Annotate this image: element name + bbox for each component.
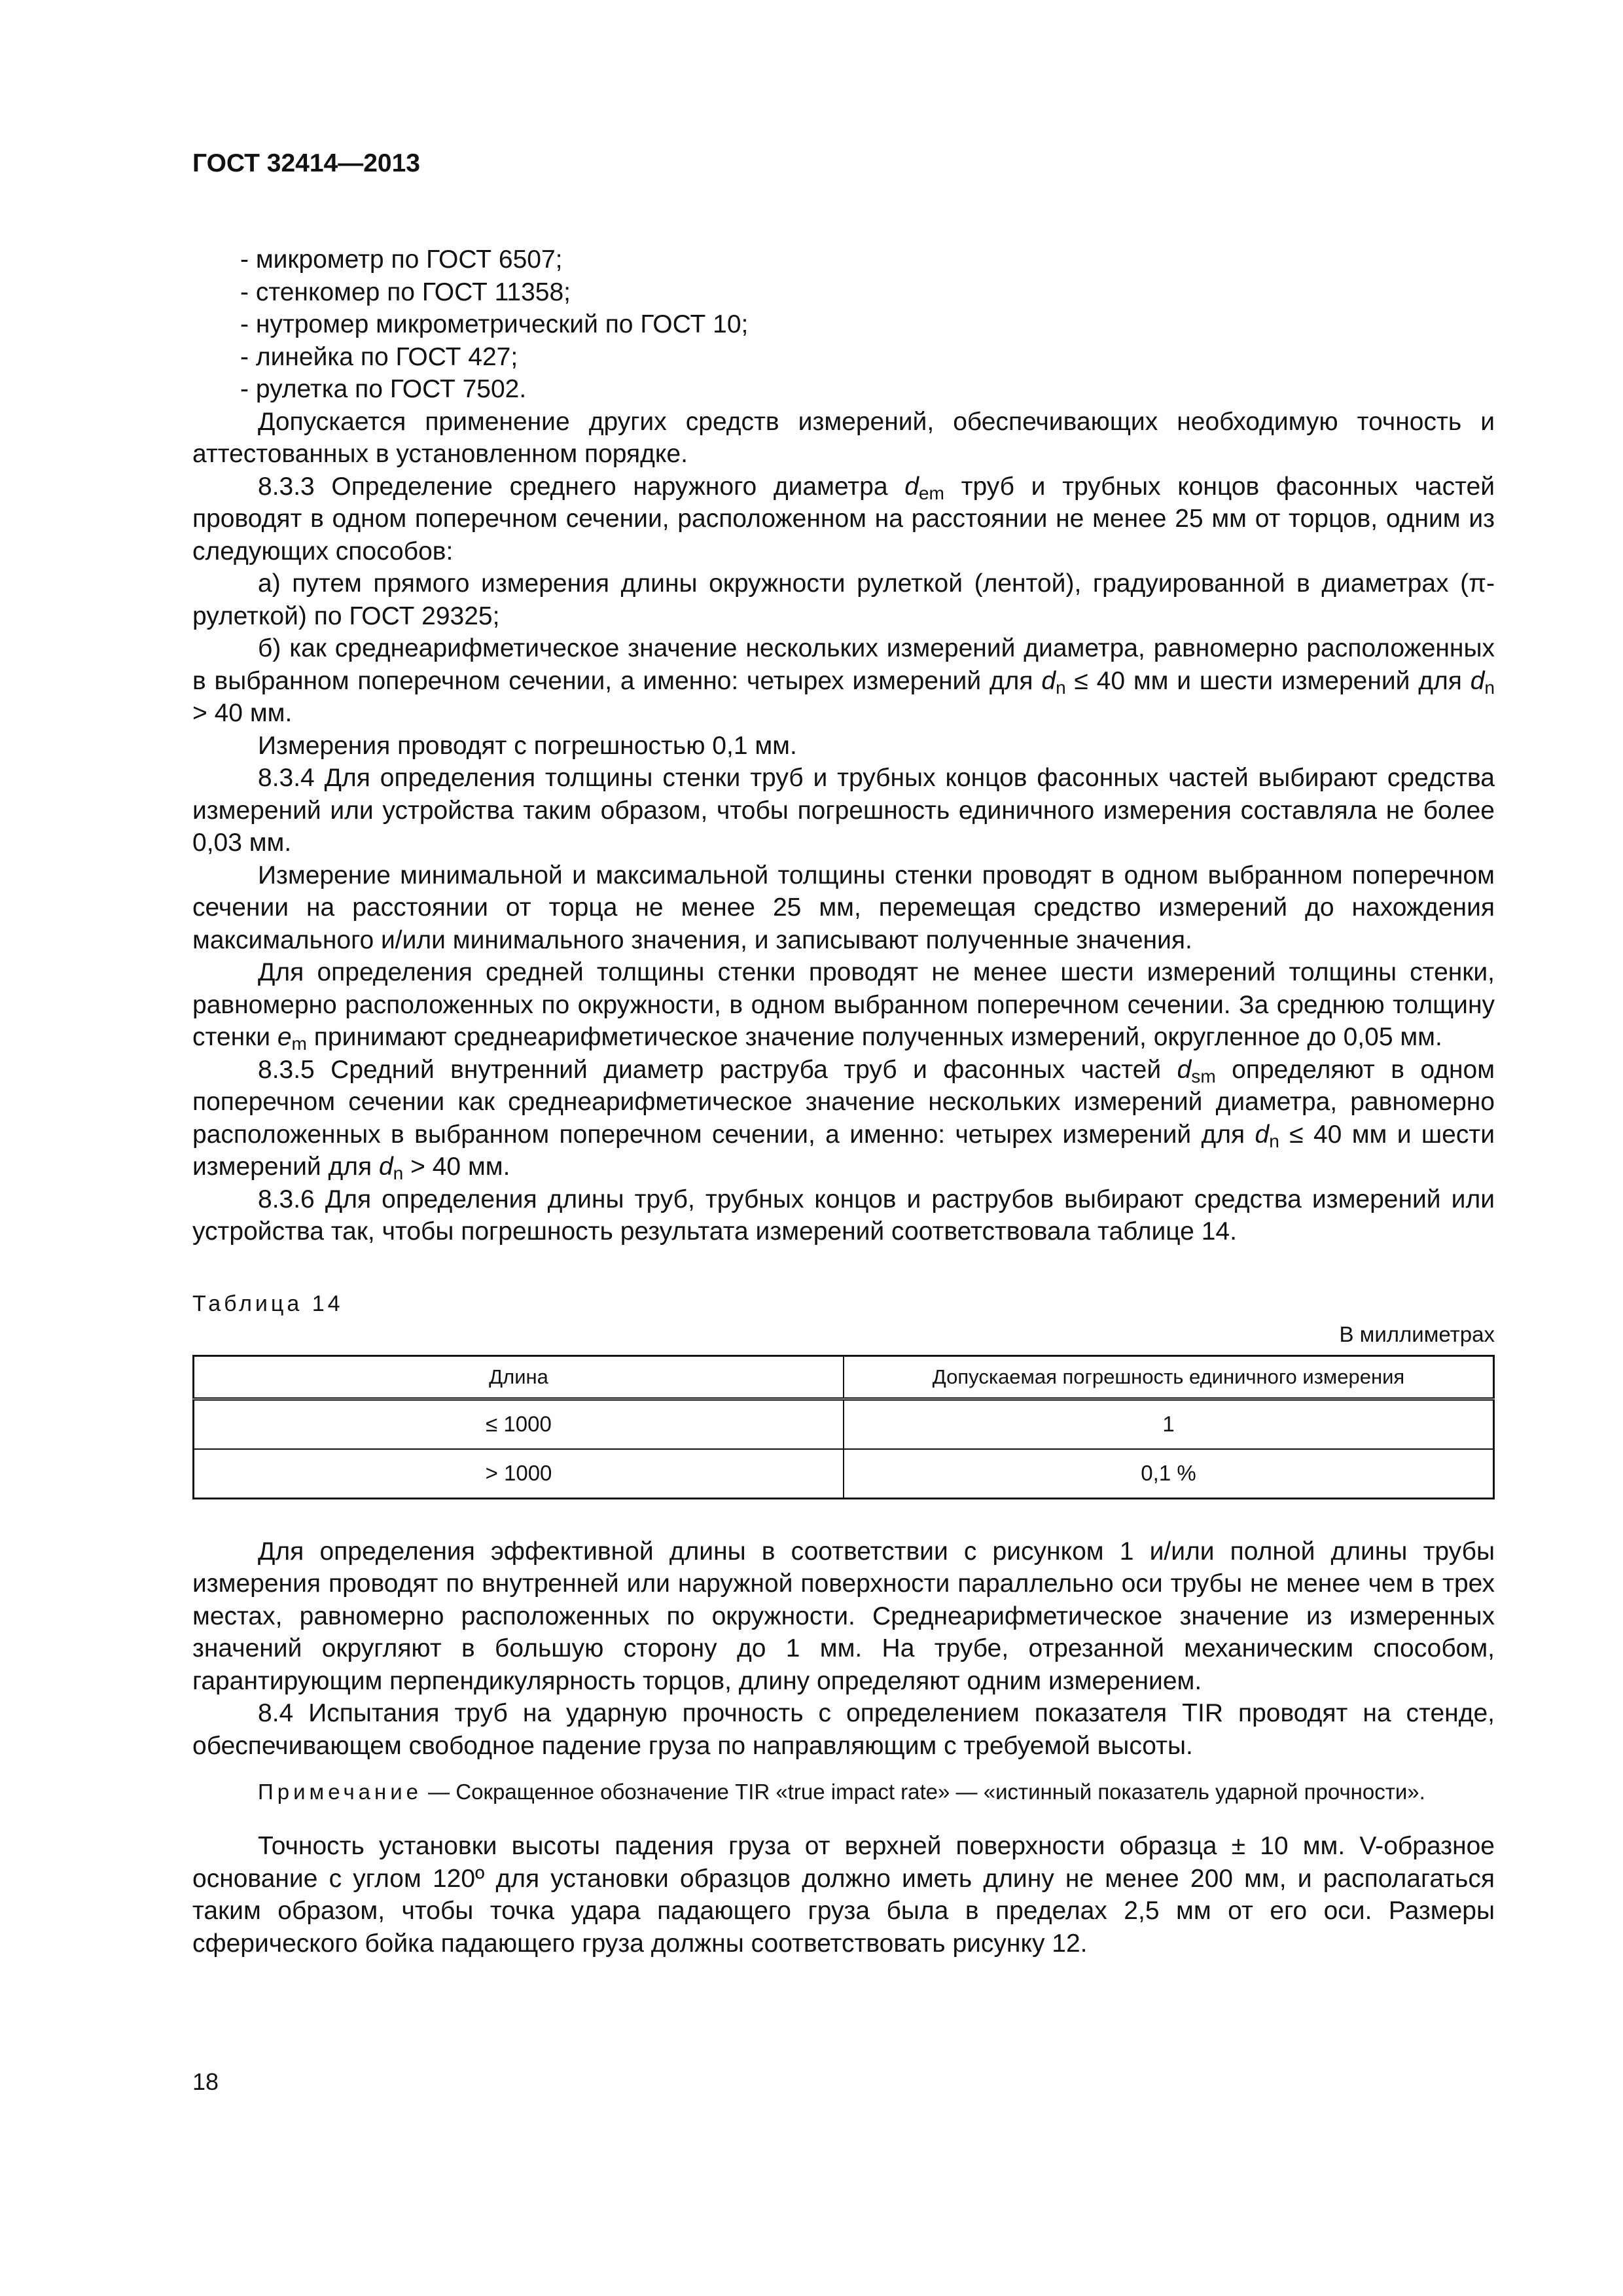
table-cell: > 1000 — [194, 1449, 844, 1499]
text-run: > 40 мм. — [192, 699, 293, 727]
symbol-e: e — [277, 1023, 292, 1051]
note-text: — Сокращенное обозначение TIR «true impact rate» — «истинный показатель ударной прочности». — [422, 1780, 1425, 1804]
table-row — [194, 1449, 1494, 1499]
text-run: 8.3.3 Определение среднего наружного диаметра — [258, 472, 905, 501]
paragraph-8-3-6: 8.3.6 Для определения длины труб, трубных концов и раструбов выбирают средства измерений или устройства так, чтобы погрешность результата измерений соответствовала таблице 14. — [192, 1185, 1495, 1246]
text-run: принимают среднеарифметическое значение полученных измерений, округленное до 0,05 мм. — [306, 1023, 1442, 1051]
paragraph-8-3-3-b — [192, 632, 1495, 730]
table-14 — [192, 1355, 1495, 1499]
symbol-d: d — [1470, 666, 1485, 695]
table-cell: 1 — [844, 1399, 1494, 1449]
symbol-d: d — [1177, 1055, 1192, 1084]
table-row — [194, 1399, 1494, 1449]
list-item: - линейка по ГОСТ 427; — [240, 342, 518, 371]
paragraph-accuracy: Точность установки высоты падения груза от верхней поверхности образца ± 10 мм. V-образное основание с углом 120º для установки образцов должно иметь длину не менее 200 мм, и располагаться таким образом, чтобы точка удара падающего груза была в пределах 2,5 мм от его оси. Размеры сферического бойка падающего груза должны соответствовать рисунку 12. — [192, 1832, 1495, 1958]
text-run: ≤ 40 мм и шести измерений для — [192, 1120, 1495, 1181]
text-run: > 40 мм. — [403, 1153, 510, 1181]
text-run: 8.3.5 Средний внутренний диаметр раструба труб и фасонных частей — [258, 1055, 1177, 1084]
table-header-row — [194, 1355, 1494, 1399]
page-number: 18 — [192, 2068, 219, 2095]
list-item: - стенкомер по ГОСТ 11358; — [240, 278, 571, 306]
column-header-length: Длина — [194, 1355, 844, 1399]
document-header: ГОСТ 32414—2013 — [192, 149, 420, 177]
table-units: В миллиметрах — [1339, 1321, 1495, 1346]
text-run: определяют в одном поперечном сечении как среднеарифметическое значение нескольких измерений диаметра, равномерно расположенных в выбранном поперечном сечении, а именно: четырех измерений для — [192, 1055, 1495, 1149]
paragraph-error: Измерения проводят с погрешностью 0,1 мм. — [258, 731, 797, 760]
text-run: Для определения средней толщины стенки проводят не менее шести измерений толщины стенки, равномерно расположенных по окружности, в одном выбранном поперечном сечении. За среднюю толщину стенки — [192, 958, 1495, 1051]
paragraph-8-3-3-a: а) путем прямого измерения длины окружности рулеткой (лентой), градуированной в диаметрах (π-рулеткой) по ГОСТ 29325; — [192, 569, 1495, 630]
symbol-d: d — [1041, 666, 1056, 695]
list-item: - рулетка по ГОСТ 7502. — [240, 375, 527, 403]
table-cell: 0,1 % — [844, 1449, 1494, 1499]
subscript: em — [918, 482, 944, 503]
symbol-d: d — [378, 1153, 393, 1181]
symbol-d: d — [904, 472, 919, 501]
subscript: n — [393, 1163, 404, 1184]
document-page — [192, 149, 1495, 1960]
text-run: труб и трубных концов фасонных частей проводят в одном поперечном сечении, расположенном на расстоянии не менее 25 мм от торцов, одним из следующих способов: — [192, 472, 1495, 565]
paragraph-8-3-3 — [192, 471, 1495, 568]
note — [192, 1776, 1495, 1808]
paragraph-min-max: Измерение минимальной и максимальной толщины стенки проводят в одном выбранном поперечном сечении на расстоянии от торца не менее 25 мм, перемещая средство измерений до нахождения максимального и/или минимального значения, и записывают полученные значения. — [192, 861, 1495, 954]
paragraph-length: Для определения эффективной длины в соответствии с рисунком 1 и/или полной длины трубы измерения проводят по внутренней или наружной поверхности параллельно оси трубы не менее чем в трех местах, равномерно расположенных по окружности. Среднеарифметическое значение из измеренных значений округляют в большую сторону до 1 мм. На трубе, отрезанной механическим способом, гарантирующим перпендикулярность торцов, длину определяют одним измерением. — [192, 1537, 1495, 1695]
text-run: ≤ 40 мм и шести измерений для — [1065, 666, 1471, 695]
paragraph-8-4: 8.4 Испытания труб на ударную прочность с определением показателя TIR проводят на стенде, обеспечивающем свободное падение груза по направляющим с требуемой высоты. — [192, 1699, 1495, 1760]
column-header-error: Допускаемая погрешность единичного измерения — [844, 1355, 1494, 1399]
paragraph-8-3-4: 8.3.4 Для определения толщины стенки труб и трубных концов фасонных частей выбирают средства измерений или устройства таким образом, чтобы погрешность единичного измерения составляла не более 0,03 мм. — [192, 764, 1495, 857]
subscript: n — [1484, 677, 1495, 698]
text-run: б) как среднеарифметическое значение нескольких измерений диаметра, равномерно расположенных в выбранном поперечном сечении, а именно: четырех измерений для — [192, 634, 1495, 695]
subscript: m — [291, 1033, 307, 1054]
subscript: n — [1056, 677, 1066, 698]
table-cell: ≤ 1000 — [194, 1399, 844, 1449]
symbol-d: d — [1255, 1120, 1270, 1149]
subscript: sm — [1191, 1066, 1216, 1086]
paragraph-avg-thickness — [192, 956, 1495, 1054]
paragraph-8-3-5 — [192, 1054, 1495, 1183]
note-label: Примечание — [258, 1780, 423, 1804]
subscript: n — [1269, 1130, 1279, 1151]
list-item: - микрометр по ГОСТ 6507; — [240, 245, 563, 274]
table-caption: Таблица 14 — [192, 1291, 344, 1316]
list-item: - нутромер микрометрический по ГОСТ 10; — [240, 310, 749, 338]
paragraph-allowed: Допускается применение других средств измерений, обеспечивающих необходимую точность и аттестованных в установленном порядке. — [192, 407, 1495, 468]
